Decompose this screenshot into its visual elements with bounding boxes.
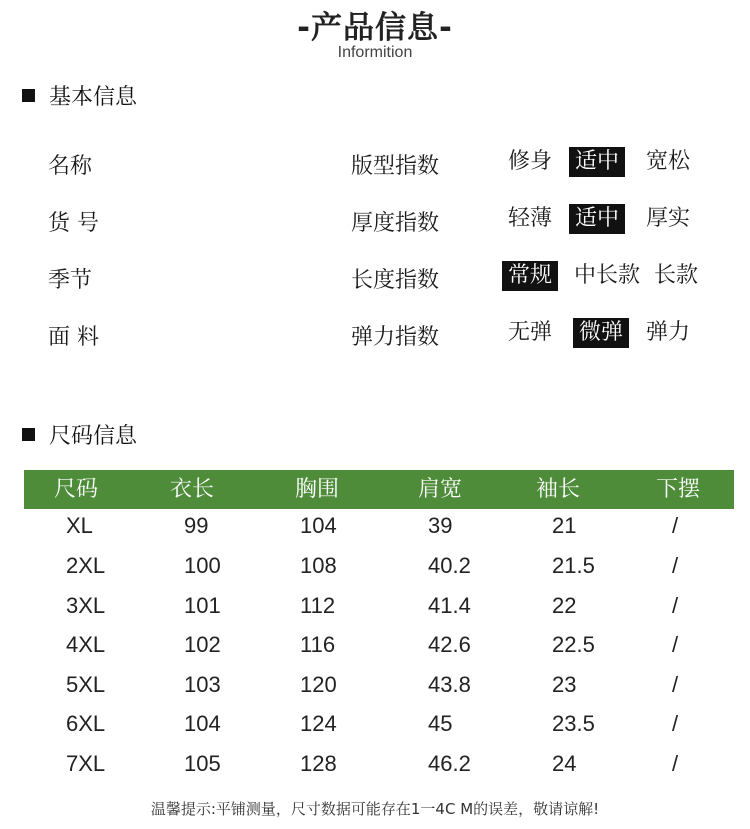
table-cell: 41.4 [428,593,471,618]
square-bullet-icon [22,428,35,441]
table-cell: 21.5 [552,553,595,578]
field-name: 名称 [48,154,93,179]
table-cell: 7XL [66,751,106,776]
table-cell: 6XL [66,711,106,736]
page-subtitle: Informition [337,44,413,61]
info-row [0,206,750,242]
column-header: 尺码 [54,477,99,502]
index-label: 弹力指数 [351,325,440,350]
table-cell: 46.2 [428,751,471,776]
table-cell: 2XL [66,553,106,578]
table-row [24,665,734,704]
table-cell: 24 [552,751,577,776]
table-cell: 104 [300,513,337,538]
option: 厚实 [646,206,691,231]
section-size-info [22,419,137,450]
table-cell: 23.5 [552,711,595,736]
table-cell: 104 [184,711,221,736]
section-basic-info [22,80,137,111]
index-label: 长度指数 [351,268,440,293]
column-header: 衣长 [170,477,215,502]
table-cell: 105 [184,751,221,776]
option-selected: 微弹 [573,318,629,348]
table-row [24,625,734,664]
table-cell: 100 [184,553,221,578]
column-header: 胸围 [295,477,340,502]
page-title: -产品信息- [297,10,453,46]
table-cell: 40.2 [428,553,471,578]
table-cell: 22 [552,593,577,618]
table-cell: / [672,711,679,736]
table-cell: / [672,672,679,697]
table-cell: 99 [184,513,209,538]
table-cell: 116 [300,632,336,657]
field-name: 面 料 [48,325,99,350]
table-cell: 43.8 [428,672,471,697]
info-row [0,149,750,185]
size-table-header [24,470,734,509]
field-name: 季节 [48,268,93,293]
table-cell: / [672,751,679,776]
table-cell: 4XL [66,632,106,657]
info-row [0,320,750,356]
column-header: 下摆 [656,477,701,502]
table-cell: 42.6 [428,632,471,657]
table-cell: 3XL [66,593,106,618]
column-header: 袖长 [536,477,581,502]
option: 无弹 [508,320,553,345]
table-cell: / [672,593,679,618]
table-cell: XL [66,513,93,538]
measurement-note: 温馨提示:平铺测量，尺寸数据可能存在1一4C M的误差，敬请谅解! [150,800,600,818]
option: 修身 [508,149,553,174]
table-row [24,704,734,743]
square-bullet-icon [22,89,35,102]
index-label: 厚度指数 [351,211,440,236]
option: 中长款 [574,263,641,288]
table-cell: 102 [184,632,221,657]
table-cell: 120 [300,672,337,697]
option: 长款 [654,263,699,288]
table-cell: 101 [184,593,221,618]
option: 宽松 [646,149,691,174]
section-heading: 基本信息 [49,85,138,110]
table-cell: 5XL [66,672,106,697]
table-row [24,546,734,585]
option-selected: 适中 [569,147,625,177]
option-selected: 常规 [502,261,558,291]
table-cell: 21 [552,513,577,538]
table-cell: / [672,632,679,657]
table-cell: 128 [300,751,337,776]
table-row [24,506,734,545]
section-heading: 尺码信息 [49,424,138,449]
column-header: 肩宽 [418,477,463,502]
table-cell: 108 [300,553,337,578]
option-selected: 适中 [569,204,625,234]
info-row [0,263,750,299]
table-cell: 112 [300,593,336,618]
index-label: 版型指数 [351,154,440,179]
option: 弹力 [646,320,691,345]
table-row [24,744,734,783]
option: 轻薄 [508,206,553,231]
table-cell: / [672,553,679,578]
field-name: 货 号 [48,211,99,236]
table-cell: 22.5 [552,632,595,657]
table-cell: 39 [428,513,453,538]
table-cell: 124 [300,711,337,736]
table-cell: / [672,513,679,538]
table-row [24,586,734,625]
table-cell: 103 [184,672,221,697]
table-cell: 23 [552,672,577,697]
table-cell: 45 [428,711,453,736]
